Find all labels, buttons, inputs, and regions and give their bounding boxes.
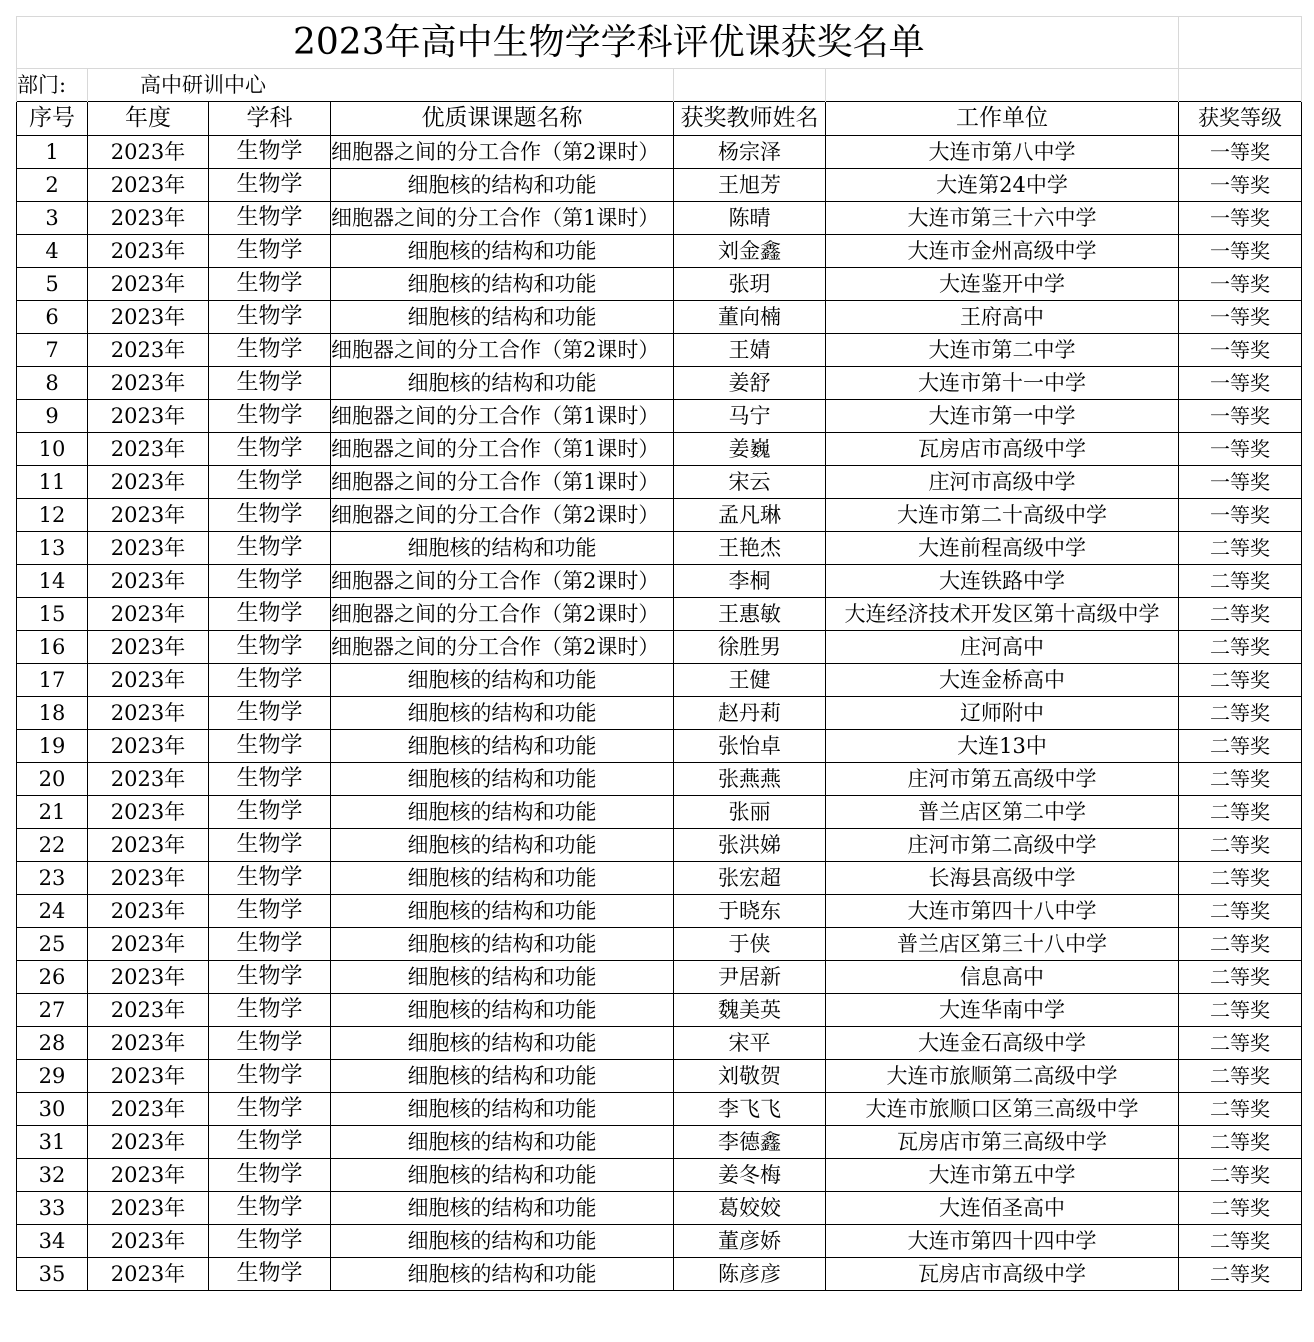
cell-subject[interactable]: 生物学 xyxy=(209,1027,331,1060)
table-row xyxy=(17,631,1302,664)
cell-index[interactable]: 17 xyxy=(17,664,88,697)
cell-year[interactable]: 2023年 xyxy=(88,1258,209,1291)
cell-school[interactable]: 信息高中 xyxy=(826,961,1179,994)
cell-school[interactable]: 大连市第五中学 xyxy=(826,1159,1179,1192)
cell-subject[interactable]: 生物学 xyxy=(209,136,331,169)
cell-topic[interactable]: 细胞核的结构和功能 xyxy=(331,532,674,565)
cell-award-level[interactable]: 一等奖 xyxy=(1179,169,1302,202)
cell-topic[interactable]: 细胞核的结构和功能 xyxy=(331,235,674,268)
cell-award-level[interactable]: 一等奖 xyxy=(1179,235,1302,268)
cell-year[interactable]: 2023年 xyxy=(88,994,209,1027)
table-row xyxy=(17,1093,1302,1126)
cell-teacher[interactable]: 刘敬贺 xyxy=(674,1060,826,1093)
cell-teacher[interactable]: 孟凡琳 xyxy=(674,499,826,532)
cell-subject[interactable]: 生物学 xyxy=(209,1192,331,1225)
cell-year[interactable]: 2023年 xyxy=(88,862,209,895)
cell-subject[interactable]: 生物学 xyxy=(209,664,331,697)
header-school[interactable]: 工作单位 xyxy=(826,102,1179,136)
cell-subject[interactable]: 生物学 xyxy=(209,994,331,1027)
cell-teacher[interactable]: 姜舒 xyxy=(674,367,826,400)
cell-topic[interactable]: 细胞核的结构和功能 xyxy=(331,763,674,796)
table-row xyxy=(17,928,1302,961)
cell-index[interactable]: 30 xyxy=(17,1093,88,1126)
cell-school[interactable]: 大连市旅顺口区第三高级中学 xyxy=(826,1093,1179,1126)
cell-index[interactable]: 13 xyxy=(17,532,88,565)
cell-subject[interactable]: 生物学 xyxy=(209,1225,331,1258)
cell-school[interactable]: 大连市第二中学 xyxy=(826,334,1179,367)
table-row xyxy=(17,697,1302,730)
cell-year[interactable]: 2023年 xyxy=(88,895,209,928)
cell-award-level[interactable]: 二等奖 xyxy=(1179,961,1302,994)
table-row xyxy=(17,862,1302,895)
table-row xyxy=(17,499,1302,532)
cell-subject[interactable]: 生物学 xyxy=(209,268,331,301)
cell-index[interactable]: 7 xyxy=(17,334,88,367)
cell-school[interactable]: 瓦房店市高级中学 xyxy=(826,1258,1179,1291)
header-topic[interactable]: 优质课课题名称 xyxy=(331,102,674,136)
cell-index[interactable]: 15 xyxy=(17,598,88,631)
cell-year[interactable]: 2023年 xyxy=(88,334,209,367)
cell-topic[interactable]: 细胞器之间的分工合作（第1课时） xyxy=(331,433,674,466)
cell-year[interactable]: 2023年 xyxy=(88,268,209,301)
cell-year[interactable]: 2023年 xyxy=(88,433,209,466)
cell-topic[interactable]: 细胞核的结构和功能 xyxy=(331,895,674,928)
cell-topic[interactable]: 细胞核的结构和功能 xyxy=(331,796,674,829)
cell-teacher[interactable]: 于侠 xyxy=(674,928,826,961)
cell-school[interactable]: 大连市金州高级中学 xyxy=(826,235,1179,268)
cell-school[interactable]: 瓦房店市高级中学 xyxy=(826,433,1179,466)
cell-index[interactable]: 6 xyxy=(17,301,88,334)
cell-subject[interactable]: 生物学 xyxy=(209,1159,331,1192)
cell-award-level[interactable]: 一等奖 xyxy=(1179,334,1302,367)
table-row xyxy=(17,1192,1302,1225)
cell-teacher[interactable]: 姜巍 xyxy=(674,433,826,466)
cell-year[interactable]: 2023年 xyxy=(88,829,209,862)
cell-topic[interactable]: 细胞核的结构和功能 xyxy=(331,169,674,202)
table-row xyxy=(17,1126,1302,1159)
cell-award-level[interactable]: 一等奖 xyxy=(1179,136,1302,169)
cell-subject[interactable]: 生物学 xyxy=(209,763,331,796)
cell-topic[interactable]: 细胞核的结构和功能 xyxy=(331,367,674,400)
cell-teacher[interactable]: 姜冬梅 xyxy=(674,1159,826,1192)
cell-school[interactable]: 庄河市第二高级中学 xyxy=(826,829,1179,862)
cell-award-level[interactable]: 二等奖 xyxy=(1179,631,1302,664)
cell-subject[interactable]: 生物学 xyxy=(209,598,331,631)
cell-topic[interactable]: 细胞器之间的分工合作（第2课时） xyxy=(331,631,674,664)
cell-year[interactable]: 2023年 xyxy=(88,136,209,169)
cell-index[interactable]: 1 xyxy=(17,136,88,169)
cell-subject[interactable]: 生物学 xyxy=(209,466,331,499)
cell-subject[interactable]: 生物学 xyxy=(209,334,331,367)
cell-subject[interactable]: 生物学 xyxy=(209,1258,331,1291)
cell-teacher[interactable]: 张宏超 xyxy=(674,862,826,895)
cell-index[interactable]: 32 xyxy=(17,1159,88,1192)
cell-index[interactable]: 21 xyxy=(17,796,88,829)
cell-school[interactable]: 辽师附中 xyxy=(826,697,1179,730)
table-row xyxy=(17,466,1302,499)
cell-subject[interactable]: 生物学 xyxy=(209,235,331,268)
cell-year[interactable]: 2023年 xyxy=(88,1126,209,1159)
cell-year[interactable]: 2023年 xyxy=(88,532,209,565)
cell-award-level[interactable]: 二等奖 xyxy=(1179,697,1302,730)
cell-topic[interactable]: 细胞器之间的分工合作（第2课时） xyxy=(331,565,674,598)
cell-school[interactable]: 大连铁路中学 xyxy=(826,565,1179,598)
cell-award-level[interactable]: 一等奖 xyxy=(1179,466,1302,499)
cell-teacher[interactable]: 杨宗泽 xyxy=(674,136,826,169)
cell-teacher[interactable]: 徐胜男 xyxy=(674,631,826,664)
cell-index[interactable]: 26 xyxy=(17,961,88,994)
table-row xyxy=(17,1159,1302,1192)
cell-index[interactable]: 11 xyxy=(17,466,88,499)
cell-award-level[interactable]: 二等奖 xyxy=(1179,1258,1302,1291)
cell-subject[interactable]: 生物学 xyxy=(209,862,331,895)
table-row xyxy=(17,268,1302,301)
cell-topic[interactable]: 细胞器之间的分工合作（第1课时） xyxy=(331,466,674,499)
cell-school[interactable]: 大连市第三十六中学 xyxy=(826,202,1179,235)
spreadsheet xyxy=(16,16,1302,1291)
cell-year[interactable]: 2023年 xyxy=(88,499,209,532)
cell-teacher[interactable]: 董彦娇 xyxy=(674,1225,826,1258)
cell-award-level[interactable]: 一等奖 xyxy=(1179,268,1302,301)
cell-teacher[interactable]: 陈晴 xyxy=(674,202,826,235)
cell-year[interactable]: 2023年 xyxy=(88,1192,209,1225)
cell-award-level[interactable]: 二等奖 xyxy=(1179,1126,1302,1159)
cell-topic[interactable]: 细胞核的结构和功能 xyxy=(331,1225,674,1258)
cell-teacher[interactable]: 张丽 xyxy=(674,796,826,829)
cell-topic[interactable]: 细胞器之间的分工合作（第2课时） xyxy=(331,598,674,631)
header-teacher[interactable]: 获奖教师姓名 xyxy=(674,102,826,136)
department-row xyxy=(17,69,1302,102)
table-row xyxy=(17,433,1302,466)
cell-year[interactable]: 2023年 xyxy=(88,1093,209,1126)
cell-teacher[interactable]: 王艳杰 xyxy=(674,532,826,565)
table-row xyxy=(17,136,1302,169)
header-index[interactable]: 序号 xyxy=(17,102,88,136)
cell-award-level[interactable]: 二等奖 xyxy=(1179,598,1302,631)
cell-school[interactable]: 大连第24中学 xyxy=(826,169,1179,202)
cell-index[interactable]: 8 xyxy=(17,367,88,400)
cell-subject[interactable]: 生物学 xyxy=(209,169,331,202)
cell-school[interactable]: 大连市第四十八中学 xyxy=(826,895,1179,928)
cell-year[interactable]: 2023年 xyxy=(88,664,209,697)
cell-award-level[interactable]: 一等奖 xyxy=(1179,301,1302,334)
cell-award-level[interactable]: 二等奖 xyxy=(1179,796,1302,829)
header-year[interactable]: 年度 xyxy=(88,102,209,136)
cell-year[interactable]: 2023年 xyxy=(88,235,209,268)
cell-school[interactable]: 大连金石高级中学 xyxy=(826,1027,1179,1060)
cell-year[interactable]: 2023年 xyxy=(88,1060,209,1093)
cell-teacher[interactable]: 宋平 xyxy=(674,1027,826,1060)
cell-subject[interactable]: 生物学 xyxy=(209,1126,331,1159)
cell-year[interactable]: 2023年 xyxy=(88,1225,209,1258)
cell-subject[interactable]: 生物学 xyxy=(209,433,331,466)
cell-topic[interactable]: 细胞核的结构和功能 xyxy=(331,1258,674,1291)
cell-teacher[interactable]: 陈彦彦 xyxy=(674,1258,826,1291)
cell-school[interactable]: 大连13中 xyxy=(826,730,1179,763)
cell-school[interactable]: 大连前程高级中学 xyxy=(826,532,1179,565)
cell-award-level[interactable]: 二等奖 xyxy=(1179,1225,1302,1258)
cell-year[interactable]: 2023年 xyxy=(88,169,209,202)
table-row xyxy=(17,664,1302,697)
table-row xyxy=(17,829,1302,862)
cell-year[interactable]: 2023年 xyxy=(88,301,209,334)
cell-subject[interactable]: 生物学 xyxy=(209,301,331,334)
cell-award-level[interactable]: 二等奖 xyxy=(1179,565,1302,598)
cell-topic[interactable]: 细胞核的结构和功能 xyxy=(331,961,674,994)
cell-year[interactable]: 2023年 xyxy=(88,928,209,961)
cell-award-level[interactable]: 二等奖 xyxy=(1179,1093,1302,1126)
cell-subject[interactable]: 生物学 xyxy=(209,367,331,400)
cell-teacher[interactable]: 宋云 xyxy=(674,466,826,499)
cell-award-level[interactable]: 二等奖 xyxy=(1179,1159,1302,1192)
cell-teacher[interactable]: 王旭芳 xyxy=(674,169,826,202)
cell-award-level[interactable]: 二等奖 xyxy=(1179,928,1302,961)
cell-subject[interactable]: 生物学 xyxy=(209,565,331,598)
cell-year[interactable]: 2023年 xyxy=(88,697,209,730)
cell-topic[interactable]: 细胞核的结构和功能 xyxy=(331,1060,674,1093)
cell-award-level[interactable]: 一等奖 xyxy=(1179,400,1302,433)
cell-index[interactable]: 12 xyxy=(17,499,88,532)
cell-teacher[interactable]: 李桐 xyxy=(674,565,826,598)
cell-school[interactable]: 庄河高中 xyxy=(826,631,1179,664)
cell-teacher[interactable]: 尹居新 xyxy=(674,961,826,994)
cell-award-level[interactable]: 一等奖 xyxy=(1179,499,1302,532)
cell-school[interactable]: 庄河市第五高级中学 xyxy=(826,763,1179,796)
cell-index[interactable]: 4 xyxy=(17,235,88,268)
table-row xyxy=(17,235,1302,268)
cell-school[interactable]: 大连市旅顺第二高级中学 xyxy=(826,1060,1179,1093)
cell-topic[interactable]: 细胞核的结构和功能 xyxy=(331,301,674,334)
cell-school[interactable]: 大连市第八中学 xyxy=(826,136,1179,169)
cell-year[interactable]: 2023年 xyxy=(88,367,209,400)
department-label[interactable]: 部门: xyxy=(17,69,88,102)
table-row xyxy=(17,598,1302,631)
cell-topic[interactable]: 细胞核的结构和功能 xyxy=(331,697,674,730)
cell-award-level[interactable]: 二等奖 xyxy=(1179,1192,1302,1225)
table-row xyxy=(17,994,1302,1027)
cell-school[interactable]: 大连经济技术开发区第十高级中学 xyxy=(826,598,1179,631)
cell-index[interactable]: 27 xyxy=(17,994,88,1027)
cell-topic[interactable]: 细胞核的结构和功能 xyxy=(331,1159,674,1192)
cell-topic[interactable]: 细胞器之间的分工合作（第2课时） xyxy=(331,334,674,367)
cell-year[interactable]: 2023年 xyxy=(88,796,209,829)
cell-subject[interactable]: 生物学 xyxy=(209,631,331,664)
cell-award-level[interactable]: 二等奖 xyxy=(1179,1060,1302,1093)
cell-topic[interactable]: 细胞核的结构和功能 xyxy=(331,1027,674,1060)
cell-teacher[interactable]: 李飞飞 xyxy=(674,1093,826,1126)
cell-subject[interactable]: 生物学 xyxy=(209,202,331,235)
table-row xyxy=(17,532,1302,565)
header-award-level[interactable]: 获奖等级 xyxy=(1179,102,1302,136)
cell-topic[interactable]: 细胞核的结构和功能 xyxy=(331,268,674,301)
cell-year[interactable]: 2023年 xyxy=(88,400,209,433)
cell-award-level[interactable]: 二等奖 xyxy=(1179,862,1302,895)
cell-topic[interactable]: 细胞器之间的分工合作（第2课时） xyxy=(331,499,674,532)
cell-school[interactable]: 庄河市高级中学 xyxy=(826,466,1179,499)
cell-subject[interactable]: 生物学 xyxy=(209,796,331,829)
cell-topic[interactable]: 细胞核的结构和功能 xyxy=(331,1093,674,1126)
cell-index[interactable]: 16 xyxy=(17,631,88,664)
cell-year[interactable]: 2023年 xyxy=(88,1159,209,1192)
table-row xyxy=(17,961,1302,994)
cell-year[interactable]: 2023年 xyxy=(88,466,209,499)
table-row xyxy=(17,334,1302,367)
table-row xyxy=(17,1258,1302,1291)
table-row xyxy=(17,202,1302,235)
cell-topic[interactable]: 细胞器之间的分工合作（第1课时） xyxy=(331,202,674,235)
cell-index[interactable]: 3 xyxy=(17,202,88,235)
cell-school[interactable]: 大连市第四十四中学 xyxy=(826,1225,1179,1258)
cell-teacher[interactable]: 王婧 xyxy=(674,334,826,367)
cell-teacher[interactable]: 魏美英 xyxy=(674,994,826,1027)
cell-topic[interactable]: 细胞核的结构和功能 xyxy=(331,862,674,895)
cell-school[interactable]: 王府高中 xyxy=(826,301,1179,334)
cell-subject[interactable]: 生物学 xyxy=(209,1060,331,1093)
cell-index[interactable]: 24 xyxy=(17,895,88,928)
cell-award-level[interactable]: 二等奖 xyxy=(1179,532,1302,565)
cell-topic[interactable]: 细胞核的结构和功能 xyxy=(331,664,674,697)
cell-school[interactable]: 大连金桥高中 xyxy=(826,664,1179,697)
cell-subject[interactable]: 生物学 xyxy=(209,532,331,565)
table-row xyxy=(17,1060,1302,1093)
award-table xyxy=(16,16,1302,1291)
cell-index[interactable]: 18 xyxy=(17,697,88,730)
table-row xyxy=(17,1225,1302,1258)
cell-topic[interactable]: 细胞核的结构和功能 xyxy=(331,1126,674,1159)
cell-teacher[interactable]: 王惠敏 xyxy=(674,598,826,631)
table-row xyxy=(17,796,1302,829)
cell-year[interactable]: 2023年 xyxy=(88,202,209,235)
cell-school[interactable]: 大连市第一中学 xyxy=(826,400,1179,433)
cell-award-level[interactable]: 一等奖 xyxy=(1179,367,1302,400)
cell-teacher[interactable]: 葛姣姣 xyxy=(674,1192,826,1225)
empty-cell[interactable] xyxy=(1179,17,1302,69)
cell-index[interactable]: 23 xyxy=(17,862,88,895)
table-row xyxy=(17,301,1302,334)
table-row xyxy=(17,730,1302,763)
table-row xyxy=(17,400,1302,433)
cell-school[interactable]: 大连鉴开中学 xyxy=(826,268,1179,301)
title-row xyxy=(17,17,1302,69)
cell-school[interactable]: 大连市第二十高级中学 xyxy=(826,499,1179,532)
cell-teacher[interactable]: 王健 xyxy=(674,664,826,697)
cell-award-level[interactable]: 一等奖 xyxy=(1179,433,1302,466)
cell-award-level[interactable]: 二等奖 xyxy=(1179,895,1302,928)
cell-topic[interactable]: 细胞核的结构和功能 xyxy=(331,1192,674,1225)
cell-topic[interactable]: 细胞器之间的分工合作（第1课时） xyxy=(331,400,674,433)
cell-year[interactable]: 2023年 xyxy=(88,598,209,631)
cell-school[interactable]: 瓦房店市第三高级中学 xyxy=(826,1126,1179,1159)
cell-topic[interactable]: 细胞核的结构和功能 xyxy=(331,829,674,862)
cell-subject[interactable]: 生物学 xyxy=(209,829,331,862)
cell-index[interactable]: 34 xyxy=(17,1225,88,1258)
cell-award-level[interactable]: 二等奖 xyxy=(1179,730,1302,763)
cell-subject[interactable]: 生物学 xyxy=(209,400,331,433)
cell-teacher[interactable]: 刘金鑫 xyxy=(674,235,826,268)
cell-teacher[interactable]: 张玥 xyxy=(674,268,826,301)
table-row xyxy=(17,169,1302,202)
cell-topic[interactable]: 细胞核的结构和功能 xyxy=(331,928,674,961)
cell-teacher[interactable]: 张燕燕 xyxy=(674,763,826,796)
cell-subject[interactable]: 生物学 xyxy=(209,1093,331,1126)
header-row xyxy=(17,102,1302,136)
sheet-title[interactable]: 2023年高中生物学学科评优课获奖名单 xyxy=(17,17,1179,69)
table-row xyxy=(17,895,1302,928)
cell-topic[interactable]: 细胞核的结构和功能 xyxy=(331,994,674,1027)
cell-school[interactable]: 普兰店区第二中学 xyxy=(826,796,1179,829)
cell-award-level[interactable]: 二等奖 xyxy=(1179,664,1302,697)
cell-teacher[interactable]: 马宁 xyxy=(674,400,826,433)
cell-year[interactable]: 2023年 xyxy=(88,961,209,994)
empty-cell[interactable] xyxy=(826,69,1179,102)
cell-teacher[interactable]: 张洪娣 xyxy=(674,829,826,862)
cell-index[interactable]: 5 xyxy=(17,268,88,301)
cell-index[interactable]: 35 xyxy=(17,1258,88,1291)
cell-subject[interactable]: 生物学 xyxy=(209,697,331,730)
cell-index[interactable]: 19 xyxy=(17,730,88,763)
cell-index[interactable]: 33 xyxy=(17,1192,88,1225)
cell-school[interactable]: 普兰店区第三十八中学 xyxy=(826,928,1179,961)
cell-year[interactable]: 2023年 xyxy=(88,763,209,796)
cell-index[interactable]: 10 xyxy=(17,433,88,466)
cell-teacher[interactable]: 张怡卓 xyxy=(674,730,826,763)
table-row xyxy=(17,367,1302,400)
department-value[interactable]: 高中研训中心 xyxy=(88,69,674,102)
cell-index[interactable]: 31 xyxy=(17,1126,88,1159)
cell-award-level[interactable]: 二等奖 xyxy=(1179,829,1302,862)
cell-index[interactable]: 2 xyxy=(17,169,88,202)
cell-teacher[interactable]: 赵丹莉 xyxy=(674,697,826,730)
cell-award-level[interactable]: 二等奖 xyxy=(1179,994,1302,1027)
cell-subject[interactable]: 生物学 xyxy=(209,895,331,928)
cell-year[interactable]: 2023年 xyxy=(88,730,209,763)
cell-teacher[interactable]: 于晓东 xyxy=(674,895,826,928)
cell-subject[interactable]: 生物学 xyxy=(209,499,331,532)
cell-index[interactable]: 9 xyxy=(17,400,88,433)
cell-school[interactable]: 长海县高级中学 xyxy=(826,862,1179,895)
cell-subject[interactable]: 生物学 xyxy=(209,928,331,961)
cell-subject[interactable]: 生物学 xyxy=(209,961,331,994)
cell-year[interactable]: 2023年 xyxy=(88,1027,209,1060)
table-row xyxy=(17,763,1302,796)
cell-index[interactable]: 20 xyxy=(17,763,88,796)
cell-teacher[interactable]: 董向楠 xyxy=(674,301,826,334)
cell-index[interactable]: 28 xyxy=(17,1027,88,1060)
cell-index[interactable]: 29 xyxy=(17,1060,88,1093)
cell-award-level[interactable]: 二等奖 xyxy=(1179,1027,1302,1060)
cell-school[interactable]: 大连市第十一中学 xyxy=(826,367,1179,400)
cell-topic[interactable]: 细胞核的结构和功能 xyxy=(331,730,674,763)
cell-index[interactable]: 14 xyxy=(17,565,88,598)
empty-cell[interactable] xyxy=(1179,69,1302,102)
cell-teacher[interactable]: 李德鑫 xyxy=(674,1126,826,1159)
cell-year[interactable]: 2023年 xyxy=(88,631,209,664)
cell-school[interactable]: 大连佰圣高中 xyxy=(826,1192,1179,1225)
empty-cell[interactable] xyxy=(674,69,826,102)
cell-award-level[interactable]: 二等奖 xyxy=(1179,763,1302,796)
cell-index[interactable]: 22 xyxy=(17,829,88,862)
cell-award-level[interactable]: 一等奖 xyxy=(1179,202,1302,235)
table-row xyxy=(17,1027,1302,1060)
cell-year[interactable]: 2023年 xyxy=(88,565,209,598)
header-subject[interactable]: 学科 xyxy=(209,102,331,136)
cell-index[interactable]: 25 xyxy=(17,928,88,961)
cell-school[interactable]: 大连华南中学 xyxy=(826,994,1179,1027)
cell-subject[interactable]: 生物学 xyxy=(209,730,331,763)
cell-topic[interactable]: 细胞器之间的分工合作（第2课时） xyxy=(331,136,674,169)
table-row xyxy=(17,565,1302,598)
